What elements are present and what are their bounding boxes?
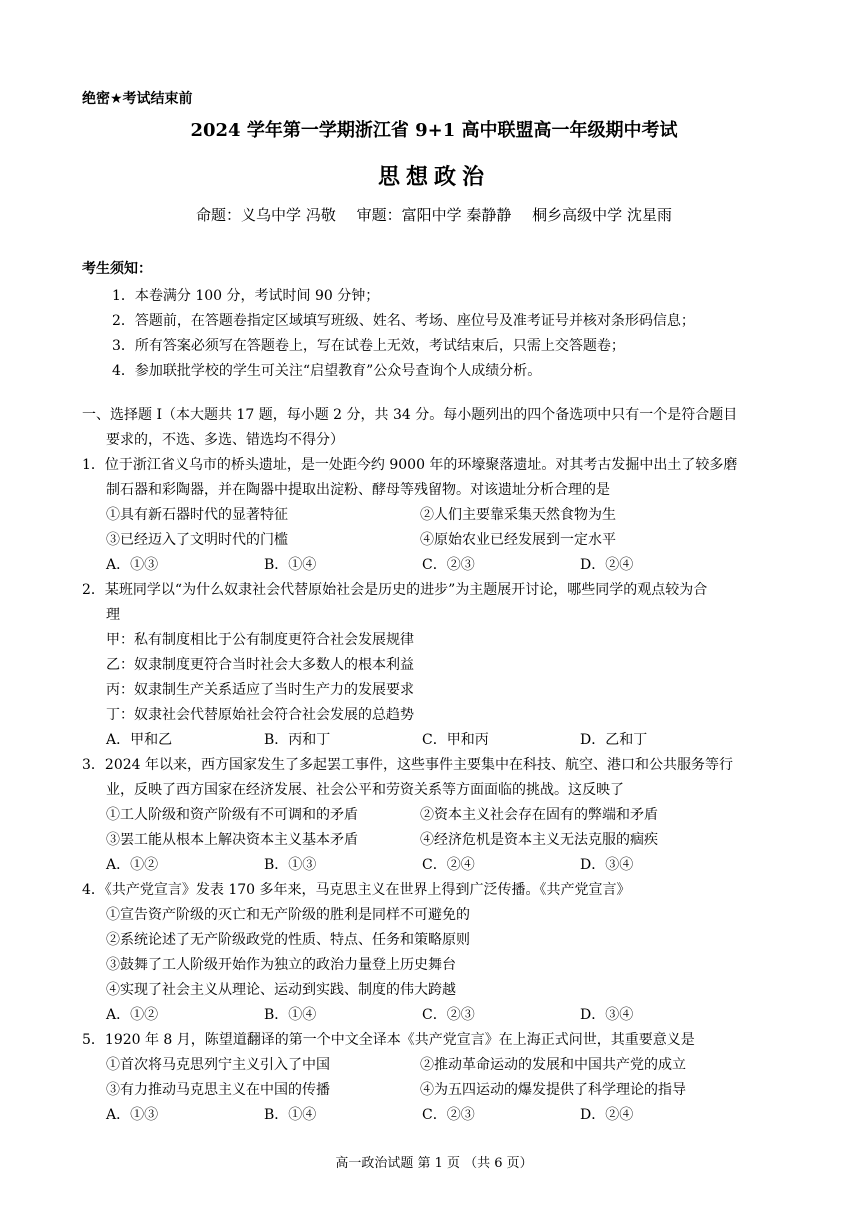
exam-title: 2024 学年第一学期浙江省 9+1 高中联盟高一年级期中考试 [190, 120, 678, 141]
q1-statement-1: ①具有新石器时代的显著特征 [106, 507, 288, 523]
q3-statement-3: ③罢工能从根本上解决资本主义基本矛盾 [106, 832, 358, 848]
q3-option-c: C．②④ [422, 857, 475, 873]
notice-item: 2．答题前，在答题卷指定区域填写班级、姓名、考场、座位号及准考证号并核对条形码信息； [112, 313, 695, 329]
q2-stem-cont: 理 [106, 607, 120, 623]
q2-stem: 2．某班同学以“为什么奴隶社会代替原始社会是历史的进步”为主题展开讨论，哪些同学的观点较为合 [82, 582, 708, 598]
q1-option-b: B．①④ [264, 557, 317, 573]
q4-options [106, 1004, 738, 1024]
q2-statement-4: 丁：奴隶社会代替原始社会符合社会发展的总趋势 [106, 707, 414, 723]
q1-stem: 1．位于浙江省义乌市的桥头遗址，是一处距今约 9000 年的环壕聚落遗址。对其考古发掘中出土了较多磨 [82, 457, 738, 473]
q2-statement-1: 甲：私有制度相比于公有制度更符合社会发展规律 [106, 632, 414, 648]
q3-statement-1: ①工人阶级和资产阶级有不可调和的矛盾 [106, 807, 358, 823]
section-heading: 一、选择题 I（本大题共 17 题，每小题 2 分，共 34 分。每小题列出的四个备选项中只有一个是符合题目 [82, 407, 738, 423]
q1-option-a: A．①③ [106, 557, 159, 573]
q4-option-a: A．①② [106, 1007, 159, 1023]
q5-option-c: C．②③ [422, 1107, 475, 1123]
q3-option-b: B．①③ [264, 857, 317, 873]
subject-title: 思想政治 [377, 165, 490, 190]
q1-option-c: C．②③ [422, 557, 475, 573]
q4-option-d: D．③④ [580, 1007, 634, 1023]
q4-stem: 4．《共产党宣言》发表 170 多年来，马克思主义在世界上得到广泛传播。《共产党宣言》 [82, 882, 631, 898]
notice-item: 1．本卷满分 100 分，考试时间 90 分钟； [112, 288, 380, 304]
q5-option-d: D．②④ [580, 1107, 634, 1123]
page-footer: 高一政治试题 第 1 页 （共 6 页） [335, 1156, 533, 1171]
section-heading-cont: 要求的，不选、多选、错选均不得分） [106, 432, 344, 448]
q4-option-c: C．②③ [422, 1007, 475, 1023]
q1-statement-3: ③已经迈入了文明时代的门槛 [106, 532, 288, 548]
q5-option-a: A．①③ [106, 1107, 159, 1123]
q3-option-a: A．①② [106, 857, 159, 873]
q3-statement-4: ④经济危机是资本主义无法克服的痼疾 [420, 832, 658, 848]
q2-option-a: A．甲和乙 [106, 732, 173, 748]
author-line [0, 204, 868, 225]
q5-statement-2: ②推动革命运动的发展和中国共产党的成立 [420, 1057, 686, 1073]
q2-options [106, 729, 738, 749]
notice-title: 考生须知： [82, 261, 152, 277]
q4-statement-4: ④实现了社会主义从理论、运动到实践、制度的伟大跨越 [106, 982, 456, 998]
q5-statement-3: ③有力推动马克思主义在中国的传播 [106, 1082, 330, 1098]
q4-statement-2: ②系统论述了无产阶级政党的性质、特点、任务和策略原则 [106, 932, 470, 948]
q5-option-b: B．①④ [264, 1107, 317, 1123]
q1-statement-2: ②人们主要靠采集天然食物为生 [420, 507, 616, 523]
q4-statement-3: ③鼓舞了工人阶级开始作为独立的政治力量登上历史舞台 [106, 957, 456, 973]
q2-option-c: C．甲和丙 [422, 732, 489, 748]
q2-statement-3: 丙：奴隶制生产关系适应了当时生产力的发展要求 [106, 682, 414, 698]
q3-statements-row [106, 829, 734, 849]
q4-statement-1: ①宣告资产阶级的灭亡和无产阶级的胜利是同样不可避免的 [106, 907, 470, 923]
q5-statement-1: ①首次将马克思列宁主义引入了中国 [106, 1057, 330, 1073]
notice-item: 4．参加联批学校的学生可关注“启望教育”公众号查询个人成绩分析。 [112, 363, 542, 379]
q3-statements-row [106, 804, 734, 824]
q1-statements-row [106, 529, 734, 549]
q3-stem: 3．2024 年以来，西方国家发生了多起罢工事件，这些事件主要集中在科技、航空、港口和公共服务等行 [82, 757, 733, 773]
q5-statements-row [106, 1054, 734, 1074]
q1-option-d: D．②④ [580, 557, 634, 573]
q1-stem-cont: 制石器和彩陶器，并在陶器中提取出淀粉、酵母等残留物。对该遗址分析合理的是 [106, 482, 610, 498]
q2-statement-2: 乙：奴隶制度更符合当时社会大多数人的根本利益 [106, 657, 414, 673]
q5-statements-row [106, 1079, 734, 1099]
reviewer-1: 审题：富阳中学 秦静静 [356, 206, 512, 224]
q5-stem: 5．1920 年 8 月，陈望道翻译的第一个中文全译本《共产党宣言》在上海正式问世，其重要意义是 [82, 1032, 695, 1048]
q1-statements-row [106, 504, 734, 524]
q3-option-d: D．③④ [580, 857, 634, 873]
notice-item: 3．所有答案必须写在答题卷上，写在试卷上无效，考试结束后，只需上交答题卷； [112, 338, 625, 354]
q2-option-d: D．乙和丁 [580, 732, 648, 748]
q1-options [106, 554, 738, 574]
q4-option-b: B．①④ [264, 1007, 317, 1023]
q3-options [106, 854, 738, 874]
q1-statement-4: ④原始农业已经发展到一定水平 [420, 532, 616, 548]
q5-options [106, 1104, 738, 1124]
q3-stem-cont: 业，反映了西方国家在经济发展、社会公平和劳资关系等方面面临的挑战。这反映了 [106, 782, 624, 798]
confidential-label: 绝密★考试结束前 [82, 91, 193, 107]
q5-statement-4: ④为五四运动的爆发提供了科学理论的指导 [420, 1082, 686, 1098]
reviewer-2: 桐乡高级中学 沈星雨 [532, 206, 672, 224]
setter: 命题：义乌中学 冯敬 [196, 206, 336, 224]
q2-option-b: B．丙和丁 [264, 732, 331, 748]
q3-statement-2: ②资本主义社会存在固有的弊端和矛盾 [420, 807, 658, 823]
